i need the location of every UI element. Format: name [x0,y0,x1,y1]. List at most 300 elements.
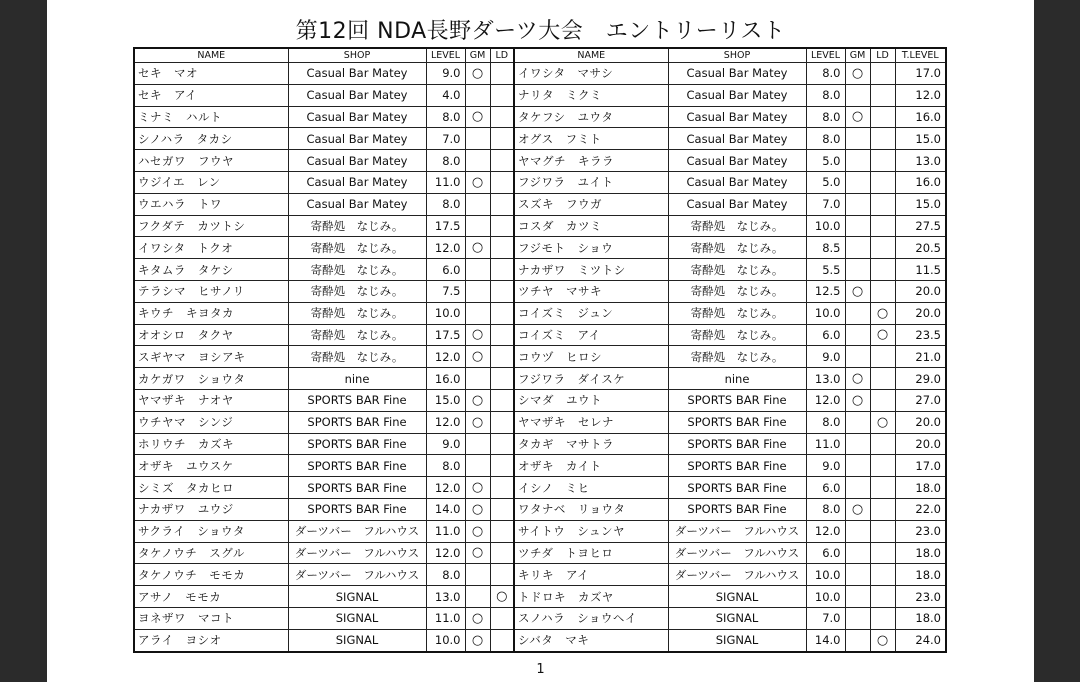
player-name: ヤマグチ キララ [514,150,668,172]
player-name: キウチ キヨタカ [134,302,288,324]
shop-name: Casual Bar Matey [288,128,426,150]
level: 5.0 [806,150,845,172]
gm-mark [465,302,490,324]
total-level: 13.0 [895,150,946,172]
level: 7.0 [806,193,845,215]
shop-name: Casual Bar Matey [288,193,426,215]
gm-mark [845,237,870,259]
player-name: ツチダ トヨヒロ [514,542,668,564]
level: 8.5 [806,237,845,259]
table-row [134,128,946,150]
header-level: LEVEL [426,48,465,63]
player-name: サイトウ シュンヤ [514,520,668,542]
ld-mark: ○ [870,411,895,433]
level: 8.0 [806,498,845,520]
total-level: 18.0 [895,607,946,629]
gm-mark: ○ [465,106,490,128]
ld-mark [870,63,895,85]
gm-mark [465,564,490,586]
ld-mark [490,607,514,629]
shop-name: nine [288,368,426,390]
level: 9.0 [426,63,465,85]
total-level: 17.0 [895,63,946,85]
level: 8.0 [426,193,465,215]
ld-mark [490,477,514,499]
header-shop: SHOP [668,48,806,63]
level: 12.0 [426,411,465,433]
ld-mark [870,520,895,542]
player-name: シノハラ タカシ [134,128,288,150]
ld-mark [870,193,895,215]
player-name: オザキ ユウスケ [134,455,288,477]
shop-name: ダーツバー フルハウス [668,542,806,564]
gm-mark [845,520,870,542]
gm-mark [845,150,870,172]
ld-mark [490,455,514,477]
table-row [134,477,946,499]
gm-mark [845,542,870,564]
gm-mark: ○ [465,389,490,411]
ld-mark [870,542,895,564]
total-level: 11.5 [895,259,946,281]
player-name: キリキ アイ [514,564,668,586]
player-name: オザキ カイト [514,455,668,477]
ld-mark [490,84,514,106]
shop-name: SPORTS BAR Fine [288,433,426,455]
table-row [134,498,946,520]
ld-mark: ○ [870,324,895,346]
player-name: フジモト ショウ [514,237,668,259]
table-row [134,237,946,259]
player-name: シミズ タカヒロ [134,477,288,499]
player-name: ウエハラ トワ [134,193,288,215]
player-name: スズキ フウガ [514,193,668,215]
shop-name: 寄酔処 なじみ。 [288,346,426,368]
gm-mark [845,171,870,193]
level: 8.0 [426,564,465,586]
player-name: セキ マオ [134,63,288,85]
player-name: コイズミ ジュン [514,302,668,324]
gm-mark [845,433,870,455]
ld-mark [870,455,895,477]
player-name: テラシマ ヒサノリ [134,280,288,302]
page-number: 1 [536,662,545,677]
table-row [134,346,946,368]
level: 6.0 [806,477,845,499]
player-name: タケフシ ユウタ [514,106,668,128]
table-row [134,520,946,542]
shop-name: 寄酔処 なじみ。 [668,324,806,346]
shop-name: SPORTS BAR Fine [668,455,806,477]
level: 11.0 [426,520,465,542]
ld-mark [490,498,514,520]
ld-mark [870,389,895,411]
table-row [134,368,946,390]
total-level: 21.0 [895,346,946,368]
total-level: 23.0 [895,586,946,608]
total-level: 20.0 [895,280,946,302]
shop-name: SPORTS BAR Fine [288,477,426,499]
ld-mark [490,128,514,150]
gm-mark: ○ [845,106,870,128]
gm-mark [465,193,490,215]
player-name: アサノ モモカ [134,586,288,608]
shop-name: SIGNAL [288,629,426,651]
shop-name: SPORTS BAR Fine [288,498,426,520]
level: 4.0 [426,84,465,106]
level: 9.0 [806,346,845,368]
player-name: ウジイエ レン [134,171,288,193]
player-name: ヨネザワ マコト [134,607,288,629]
shop-name: SPORTS BAR Fine [288,455,426,477]
gm-mark [845,411,870,433]
ld-mark [490,520,514,542]
table-row [134,324,946,346]
shop-name: Casual Bar Matey [288,63,426,85]
gm-mark [465,280,490,302]
total-level: 20.0 [895,302,946,324]
level: 7.0 [806,607,845,629]
gm-mark [465,128,490,150]
gm-mark: ○ [465,607,490,629]
shop-name: Casual Bar Matey [668,128,806,150]
level: 14.0 [426,498,465,520]
player-name: ハセガワ フウヤ [134,150,288,172]
total-level: 12.0 [895,84,946,106]
table-row [134,411,946,433]
shop-name: 寄酔処 なじみ。 [668,259,806,281]
table-row [134,607,946,629]
shop-name: Casual Bar Matey [668,84,806,106]
gm-mark [465,259,490,281]
shop-name: ダーツバー フルハウス [288,542,426,564]
shop-name: SIGNAL [668,607,806,629]
header-shop: SHOP [288,48,426,63]
player-name: フクダテ カツトシ [134,215,288,237]
ld-mark [870,477,895,499]
player-name: ナカザワ ユウジ [134,498,288,520]
shop-name: 寄酔処 なじみ。 [288,259,426,281]
total-level: 29.0 [895,368,946,390]
ld-mark [490,259,514,281]
total-level: 23.0 [895,520,946,542]
player-name: ホリウチ カズキ [134,433,288,455]
level: 8.0 [426,106,465,128]
ld-mark [490,389,514,411]
total-level: 27.0 [895,389,946,411]
gm-mark [845,346,870,368]
ld-mark [870,84,895,106]
player-name: タケノウチ スグル [134,542,288,564]
table-row [134,455,946,477]
player-name: コウヅ ヒロシ [514,346,668,368]
level: 5.0 [806,171,845,193]
player-name: コイズミ アイ [514,324,668,346]
gm-mark: ○ [465,346,490,368]
shop-name: 寄酔処 なじみ。 [288,324,426,346]
total-level: 27.5 [895,215,946,237]
table-row [134,389,946,411]
total-level: 18.0 [895,477,946,499]
level: 10.0 [806,215,845,237]
entry-list-table [133,47,947,653]
total-level: 24.0 [895,629,946,651]
shop-name: SPORTS BAR Fine [668,498,806,520]
player-name: アライ ヨシオ [134,629,288,651]
player-name: ナリタ ミクミ [514,84,668,106]
level: 13.0 [426,586,465,608]
ld-mark [490,106,514,128]
player-name: キタムラ タケシ [134,259,288,281]
table-row [134,629,946,651]
level: 12.0 [806,389,845,411]
ld-mark [490,324,514,346]
table-row [134,280,946,302]
ld-mark [870,586,895,608]
shop-name: 寄酔処 なじみ。 [668,302,806,324]
player-name: スギヤマ ヨシアキ [134,346,288,368]
gm-mark [465,455,490,477]
ld-mark [870,150,895,172]
gm-mark: ○ [845,498,870,520]
gm-mark [845,193,870,215]
header-ld: LD [870,48,895,63]
player-name: イシノ ミヒ [514,477,668,499]
shop-name: ダーツバー フルハウス [668,564,806,586]
shop-name: nine [668,368,806,390]
shop-name: SPORTS BAR Fine [668,433,806,455]
shop-name: 寄酔処 なじみ。 [288,237,426,259]
gm-mark [845,259,870,281]
ld-mark [490,63,514,85]
player-name: カケガワ ショウタ [134,368,288,390]
table-row [134,150,946,172]
shop-name: Casual Bar Matey [288,84,426,106]
player-name: イワシタ トクオ [134,237,288,259]
level: 12.0 [426,237,465,259]
level: 10.0 [426,302,465,324]
total-level: 15.0 [895,193,946,215]
player-name: スノハラ ショウヘイ [514,607,668,629]
level: 13.0 [806,368,845,390]
table-row [134,63,946,85]
level: 8.0 [426,150,465,172]
gm-mark: ○ [465,411,490,433]
page-title: 第12回 NDA長野ダーツ大会 エントリーリスト [295,19,786,44]
level: 9.0 [426,433,465,455]
player-name: シバタ マキ [514,629,668,651]
shop-name: 寄酔処 なじみ。 [288,280,426,302]
ld-mark [870,215,895,237]
header-gm: GM [465,48,490,63]
gm-mark: ○ [845,63,870,85]
table-row [134,542,946,564]
level: 8.0 [806,84,845,106]
level: 9.0 [806,455,845,477]
gm-mark [845,302,870,324]
ld-mark [870,368,895,390]
gm-mark: ○ [465,542,490,564]
level: 12.0 [426,542,465,564]
gm-mark [845,324,870,346]
player-name: タケノウチ モモカ [134,564,288,586]
total-level: 17.0 [895,455,946,477]
player-name: イワシタ マサシ [514,63,668,85]
table-row [134,84,946,106]
total-level: 16.0 [895,171,946,193]
shop-name: Casual Bar Matey [288,171,426,193]
ld-mark [490,542,514,564]
level: 11.0 [426,607,465,629]
level: 5.5 [806,259,845,281]
ld-mark [490,368,514,390]
gm-mark: ○ [845,280,870,302]
shop-name: SIGNAL [668,586,806,608]
ld-mark [870,607,895,629]
gm-mark: ○ [465,63,490,85]
shop-name: 寄酔処 なじみ。 [668,346,806,368]
player-name: ミナミ ハルト [134,106,288,128]
table-row [134,106,946,128]
ld-mark [870,346,895,368]
player-name: ヤマザキ ナオヤ [134,389,288,411]
gm-mark [845,84,870,106]
header-total-level: T.LEVEL [895,48,946,63]
ld-mark [490,346,514,368]
ld-mark [870,237,895,259]
level: 12.5 [806,280,845,302]
shop-name: 寄酔処 なじみ。 [288,215,426,237]
ld-mark: ○ [490,586,514,608]
shop-name: 寄酔処 なじみ。 [668,237,806,259]
player-name: コスダ カツミ [514,215,668,237]
total-level: 20.0 [895,411,946,433]
gm-mark [845,564,870,586]
shop-name: 寄酔処 なじみ。 [288,302,426,324]
gm-mark: ○ [845,389,870,411]
ld-mark [490,629,514,651]
level: 17.5 [426,215,465,237]
level: 8.0 [806,63,845,85]
shop-name: ダーツバー フルハウス [288,520,426,542]
ld-mark [870,498,895,520]
ld-mark [490,215,514,237]
level: 8.0 [806,411,845,433]
ld-mark [870,128,895,150]
level: 8.0 [426,455,465,477]
document-page [47,0,1034,682]
shop-name: SPORTS BAR Fine [668,477,806,499]
player-name: サクライ ショウタ [134,520,288,542]
level: 17.5 [426,324,465,346]
shop-name: 寄酔処 なじみ。 [668,215,806,237]
gm-mark [465,215,490,237]
ld-mark [870,564,895,586]
shop-name: 寄酔処 なじみ。 [668,280,806,302]
total-level: 20.0 [895,433,946,455]
gm-mark [845,629,870,651]
level: 15.0 [426,389,465,411]
level: 10.0 [806,586,845,608]
player-name: ツチヤ マサキ [514,280,668,302]
level: 10.0 [806,302,845,324]
shop-name: Casual Bar Matey [668,63,806,85]
shop-name: Casual Bar Matey [668,150,806,172]
gm-mark: ○ [845,368,870,390]
shop-name: SIGNAL [288,586,426,608]
shop-name: SIGNAL [288,607,426,629]
shop-name: Casual Bar Matey [288,150,426,172]
ld-mark [870,433,895,455]
total-level: 20.5 [895,237,946,259]
table-row [134,215,946,237]
gm-mark: ○ [465,171,490,193]
level: 16.0 [426,368,465,390]
gm-mark [845,215,870,237]
table-row [134,564,946,586]
level: 8.0 [806,128,845,150]
level: 12.0 [806,520,845,542]
ld-mark [490,564,514,586]
gm-mark [465,586,490,608]
table-row [134,433,946,455]
ld-mark [490,193,514,215]
player-name: ナカザワ ミツトシ [514,259,668,281]
level: 7.0 [426,128,465,150]
header-ld: LD [490,48,514,63]
player-name: フジワラ ダイスケ [514,368,668,390]
table-row [134,259,946,281]
gm-mark [845,455,870,477]
gm-mark [845,586,870,608]
player-name: フジワラ ユイト [514,171,668,193]
shop-name: SPORTS BAR Fine [668,411,806,433]
gm-mark: ○ [465,498,490,520]
ld-mark [870,259,895,281]
ld-mark [490,280,514,302]
level: 10.0 [426,629,465,651]
total-level: 23.5 [895,324,946,346]
player-name: ワタナベ リョウタ [514,498,668,520]
level: 7.5 [426,280,465,302]
player-name: オオシロ タクヤ [134,324,288,346]
table-row [134,171,946,193]
gm-mark [845,477,870,499]
shop-name: SPORTS BAR Fine [288,411,426,433]
level: 8.0 [806,106,845,128]
header-name: NAME [514,48,668,63]
table-header-row [134,48,946,63]
player-name: セキ アイ [134,84,288,106]
level: 10.0 [806,564,845,586]
shop-name: Casual Bar Matey [668,193,806,215]
shop-name: Casual Bar Matey [668,106,806,128]
header-gm: GM [845,48,870,63]
shop-name: SPORTS BAR Fine [288,389,426,411]
ld-mark [490,150,514,172]
player-name: オグス フミト [514,128,668,150]
level: 6.0 [426,259,465,281]
level: 12.0 [426,346,465,368]
shop-name: SPORTS BAR Fine [668,389,806,411]
player-name: シマダ ユウト [514,389,668,411]
header-level: LEVEL [806,48,845,63]
ld-mark [490,302,514,324]
ld-mark: ○ [870,629,895,651]
gm-mark [465,150,490,172]
gm-mark: ○ [465,477,490,499]
ld-mark [490,171,514,193]
